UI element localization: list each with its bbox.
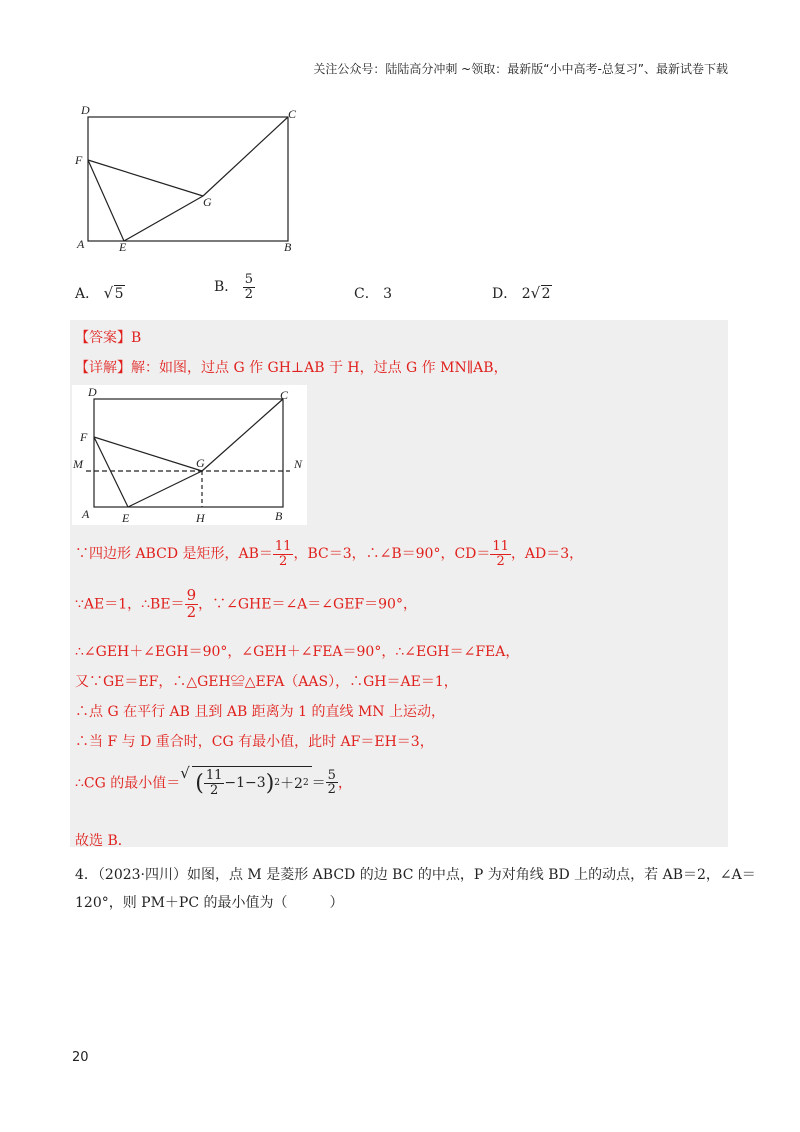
solution-line-7: ∴CG 的最小值＝ √ ( $\frac{11}{2}$ −1−3 ) 2 ＋2 2 ＝ $\frac{5}{2}$ ， — [75, 766, 352, 799]
label-h-2: H — [196, 511, 205, 525]
option-b[interactable] — [214, 273, 255, 301]
question-4-line-1: 4．（2023·四川）如图，点 M 是菱形 ABCD 的边 BC 的中点，P 为对角线 BD 上的动点，若 AB＝2，∠A＝ — [75, 867, 756, 883]
solution-line-4: 又∵GE＝EF，∴△GEH≌△EFA（AAS），∴GH＝AE＝1， — [75, 674, 458, 690]
answer-line — [75, 327, 141, 347]
solution-line-1: ∵四边形 ABCD 是矩形，AB＝ $\frac{11}{2}$ ，BC＝3，∴∠B＝90°，CD＝ $\frac{11}{2}$ ，AD＝3， — [75, 539, 584, 569]
label-b: B — [284, 240, 292, 254]
segment-gc-2 — [202, 399, 283, 471]
segment-fe — [88, 160, 124, 241]
label-g: G — [203, 195, 212, 209]
option-c[interactable] — [354, 283, 392, 303]
label-f: F — [75, 153, 83, 167]
solution-line-5: ∴点 G 在平行 AB 且到 AB 距离为 1 的直线 MN 上运动， — [75, 704, 445, 720]
segment-eg-2 — [128, 471, 202, 507]
label-a: A — [77, 237, 85, 251]
option-c-value: 3 — [383, 286, 393, 302]
option-d-value: 2√ 2 — [522, 286, 552, 302]
label-c: C — [288, 107, 297, 121]
label-d: D — [81, 103, 90, 117]
option-a-value: √ 5 — [104, 286, 125, 302]
label-f-2: F — [80, 430, 88, 444]
option-d[interactable] — [492, 283, 552, 303]
label-e-2: E — [122, 511, 130, 525]
label-g-2: G — [196, 456, 205, 470]
segment-fg — [88, 160, 203, 196]
label-a-2: A — [82, 507, 90, 521]
rectangle-abcd — [88, 117, 288, 241]
page-header: 关注公众号：陆陆高分冲刺 ~领取：最新版“小中高考-总复习”、最新试卷下载 — [313, 62, 728, 76]
detail-line — [75, 357, 508, 377]
label-b-2: B — [275, 509, 283, 523]
option-c-label: C． — [354, 286, 379, 302]
solution-line-2: ∵AE＝1，∴BE＝ $\frac{9}{2}$ ，∵∠GHE＝∠A＝∠GEF＝90°， — [75, 586, 417, 621]
label-m-2: M — [73, 457, 83, 471]
option-a[interactable] — [75, 283, 125, 303]
label-c-2: C — [280, 388, 289, 402]
rectangle-figure-1 — [70, 100, 310, 260]
option-b-value: $\frac{5}{2}$ — [244, 272, 254, 302]
answer-value: B — [131, 330, 142, 346]
solution-line-6: ∴当 F 与 D 重合时，CG 有最小值，此时 AF＝EH＝3， — [75, 734, 434, 750]
rectangle-figure-2 — [72, 385, 307, 525]
question-4-line-2: 120°，则 PM＋PC 的最小值为（ ） — [75, 895, 344, 911]
segment-gc — [203, 117, 288, 196]
detail-text: 解：如图，过点 G 作 GH⊥AB 于 H，过点 G 作 MN∥AB， — [131, 360, 508, 376]
segment-fe-2 — [94, 437, 128, 507]
option-a-label: A． — [75, 286, 100, 302]
label-e: E — [119, 240, 127, 254]
option-d-label: D． — [492, 286, 518, 302]
solution-line-3: ∴∠GEH＋∠EGH＝90°，∠GEH＋∠FEA＝90°，∴∠EGH＝∠FEA， — [75, 644, 520, 660]
option-b-label: B． — [214, 279, 239, 296]
detail-tag: 【详解】 — [75, 360, 131, 376]
segment-fg-2 — [94, 437, 202, 471]
answer-tag: 【答案】 — [75, 330, 131, 346]
label-n-2: N — [294, 457, 303, 471]
conclusion-line: 故选 B． — [75, 833, 132, 849]
rectangle-abcd-2 — [94, 399, 283, 507]
page-number: 20 — [72, 1050, 89, 1065]
segment-eg — [124, 196, 203, 241]
label-d-2: D — [88, 385, 97, 399]
